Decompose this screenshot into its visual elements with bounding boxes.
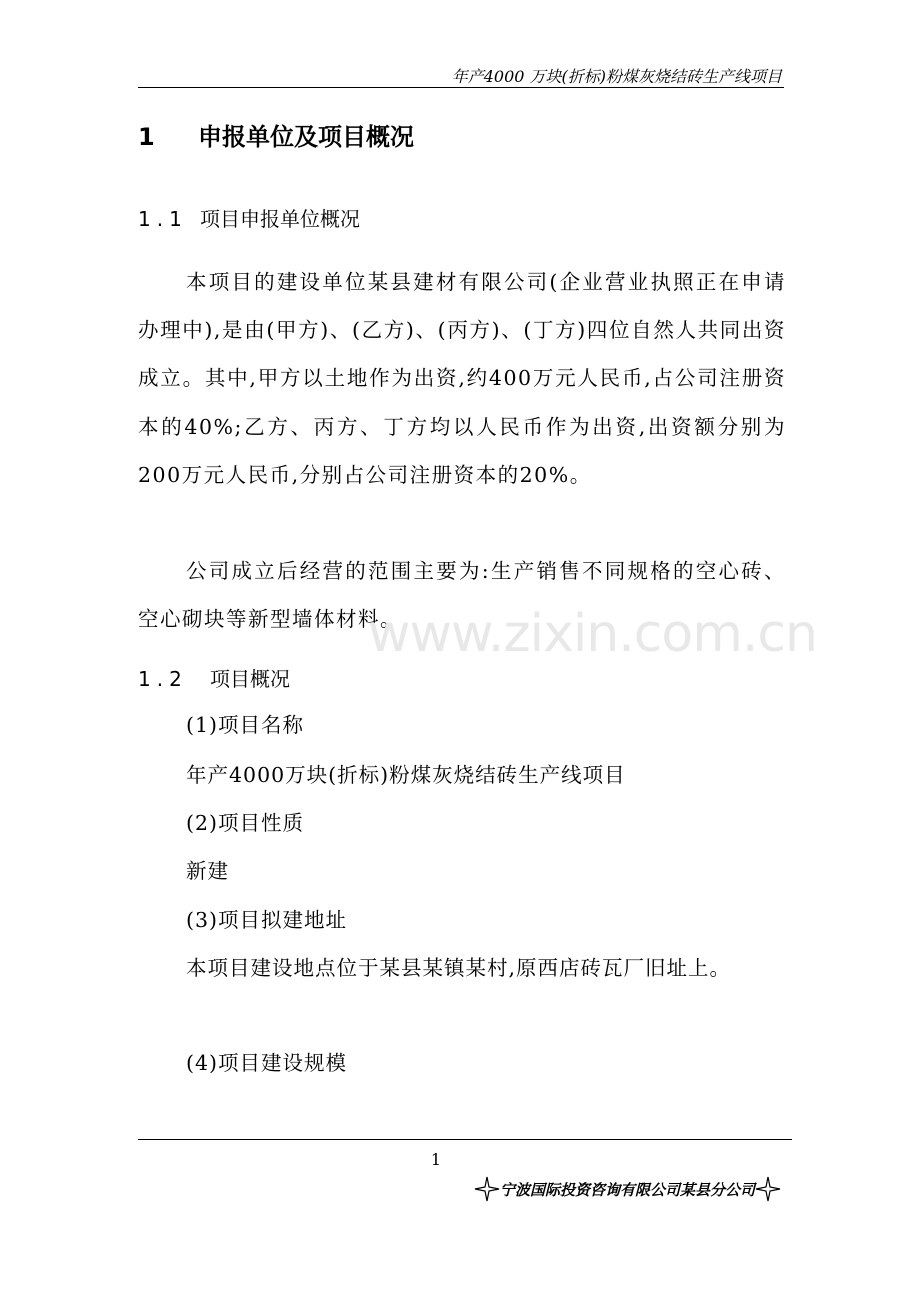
section-1-heading bbox=[138, 120, 414, 154]
item-2-value: 新建 bbox=[186, 859, 229, 883]
footer-company-name: 宁波国际投资咨询有限公司某县分公司 bbox=[500, 1180, 756, 1199]
item-2-label: (2)项目性质 bbox=[186, 811, 305, 835]
header-divider bbox=[138, 87, 784, 88]
item-4-label: (4)项目建设规模 bbox=[186, 1051, 348, 1075]
running-header-title: 年产4000 万块(折标)粉煤灰烧结砖生产线项目 bbox=[451, 67, 782, 86]
four-point-star-icon bbox=[474, 1176, 500, 1202]
item-3-label: (3)项目拟建地址 bbox=[186, 908, 348, 932]
section-1-1-heading bbox=[138, 204, 360, 234]
item-3-value: 本项目建设地点位于某县某镇某村,原西店砖瓦厂旧址上。 bbox=[186, 956, 732, 980]
section-1-title: 申报单位及项目概况 bbox=[198, 123, 414, 151]
section-1-2-heading bbox=[138, 664, 290, 694]
four-point-star-icon bbox=[755, 1176, 781, 1202]
page-number: 1 bbox=[430, 1150, 442, 1169]
section-1-1-number: 1.1 bbox=[138, 207, 188, 231]
section-1-2-title: 项目概况 bbox=[210, 667, 290, 691]
item-1-label: (1)项目名称 bbox=[186, 713, 305, 737]
section-1-1-paragraph-2: 公司成立后经营的范围主要为:生产销售不同规格的空心砖、空心砌块等新型墙体材料。 bbox=[138, 559, 786, 632]
watermark: www.zixin.com.cn bbox=[368, 604, 817, 664]
item-1-value: 年产4000万块(折标)粉煤灰烧结砖生产线项目 bbox=[186, 763, 626, 787]
section-1-1-title: 项目申报单位概况 bbox=[200, 207, 360, 231]
section-1-1-paragraph-1: 本项目的建设单位某县建材有限公司(企业营业执照正在申请办理中),是由(甲方)、(乙方)、(丙方)、(丁方)四位自然人共同出资成立。其中,甲方以土地作为出资,约400万元人民币,占公司注册资本的40%;乙方、丙方、丁方均以人民币作为出资,出资额分别为200万元人民币,分别占公司注册资本的20%。 bbox=[138, 270, 786, 487]
footer-divider bbox=[138, 1139, 792, 1140]
footer-company-block bbox=[474, 1172, 781, 1206]
section-1-number: 1 bbox=[138, 123, 155, 151]
section-1-2-number: 1.2 bbox=[138, 667, 188, 691]
